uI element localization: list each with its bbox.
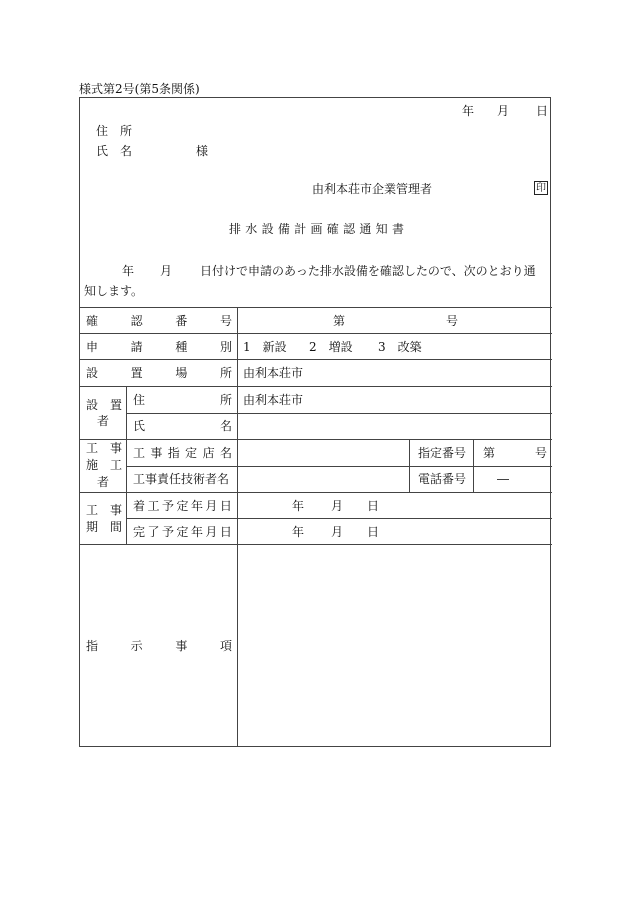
contractor-label-2: 施 工 [86,458,123,472]
designated-no-dai: 第 [483,446,496,460]
honorific: 様 [196,144,209,158]
recipient-address-label: 住 所 [96,124,132,138]
recipient-name-label: 氏 名 [96,144,132,158]
end-day: 日 [367,525,380,539]
body-year: 年 [122,264,135,278]
phone-label: 電話番号 [418,472,467,486]
date-month: 月 [497,104,510,118]
end-month: 月 [331,525,344,539]
type-renovation: 3 改築 [378,340,422,354]
period-label-2: 期 間 [86,520,123,534]
installer-label-1: 設 置 [86,398,123,412]
installer-address-label: 住 所 [133,393,232,407]
engineer-label: 工事責任技術者名 [133,472,230,486]
confirm-no-label: 確 認 番 号 [86,314,232,328]
phone-dash: ― [497,472,509,486]
contractor-label-1: 工 事 [86,441,123,455]
end-year: 年 [292,525,305,539]
designated-no-label: 指定番号 [418,446,467,460]
start-day: 日 [367,499,380,513]
notice-form [79,97,551,747]
instructions-label: 指 示 事 項 [86,639,232,653]
designated-store-label: 工 事 指 定 店 名 [133,446,232,460]
installer-label-2: 者 [97,414,110,428]
type-new: 1 新設 [243,340,287,354]
start-date-label: 着 工 予 定 年 月 日 [133,499,232,513]
issuer: 由利本荘市企業管理者 [312,182,433,196]
start-month: 月 [331,499,344,513]
body-month: 月 [160,264,173,278]
confirm-no-dai: 第 [333,314,346,328]
start-year: 年 [292,499,305,513]
confirm-no-go: 号 [446,314,459,328]
end-date-label: 完 了 予 定 年 月 日 [133,525,232,539]
date-day: 日 [536,104,549,118]
designated-no-go: 号 [535,446,548,460]
type-expansion: 2 増設 [309,340,353,354]
location-value: 由利本荘市 [243,366,304,380]
installer-address-value: 由利本荘市 [243,393,304,407]
instructions-field[interactable] [238,545,551,746]
seal-mark: 印 [536,183,546,194]
location-label: 設 置 場 所 [86,366,232,380]
document-title: 排 水 設 備 計 画 確 認 通 知 書 [229,222,404,236]
period-label-1: 工 事 [86,503,123,517]
form-label: 様式第2号(第5条関係) [79,82,200,96]
application-type-label: 申 請 種 別 [86,340,232,354]
installer-name-label: 氏 名 [133,419,232,433]
contractor-label-3: 者 [97,475,110,489]
body-text-line2: 知します。 [84,284,144,298]
date-year: 年 [462,104,475,118]
body-text-line1: 日付けで申請のあった排水設備を確認したので、次のとおり通 [200,264,536,278]
